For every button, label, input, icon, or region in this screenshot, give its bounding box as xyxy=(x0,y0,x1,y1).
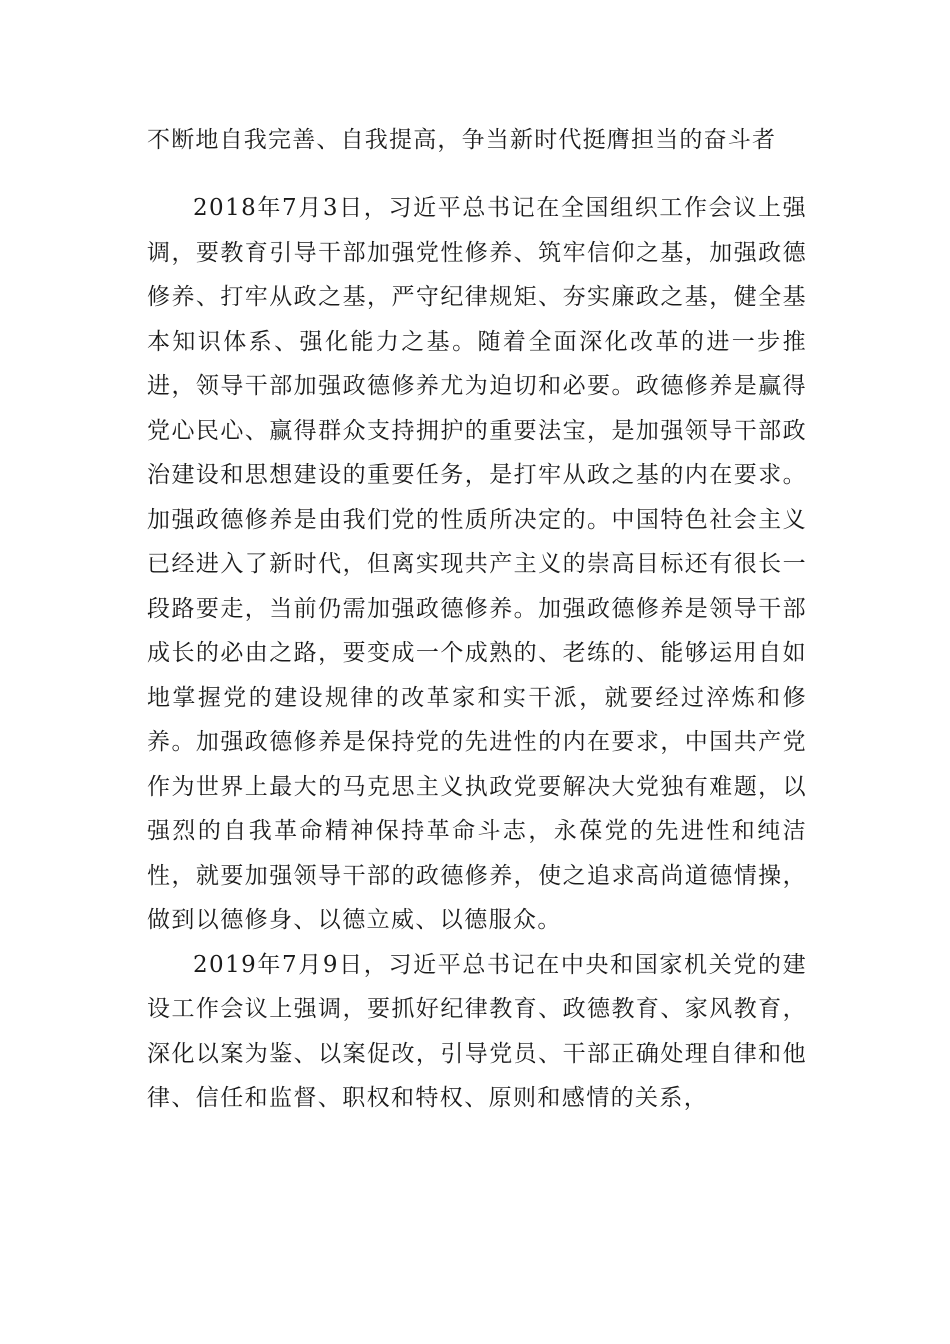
document-page xyxy=(147,118,807,1121)
paragraph-2019-speech: 2019年7月9日，习近平总书记在中央和国家机关党的建设工作会议上强调，要抓好纪律教育、政德教育、家风教育，深化以案为鉴、以案促改，引导党员、干部正确处理自律和他律、信任和监督、职权和特权、原则和感情的关系， xyxy=(147,951,807,1111)
section-heading: 不断地自我完善、自我提高，争当新时代挺膺担当的奋斗者 xyxy=(147,127,777,153)
paragraph-2018-speech: 2018年7月3日，习近平总书记在全国组织工作会议上强调，要教育引导干部加强党性修养、筑牢信仰之基，加强政德修养、打牢从政之基，严守纪律规矩、夯实廉政之基，健全基本知识体系、强化能力之基。随着全面深化改革的进一步推进，领导干部加强政德修养尤为迫切和必要。政德修养是赢得党心民心、赢得群众支持拥护的重要法宝，是加强领导干部政治建设和思想建设的重要任务，是打牢从政之基的内在要求。加强政德修养是由我们党的性质所决定的。中国特色社会主义已经进入了新时代，但离实现共产主义的崇高目标还有很长一段路要走，当前仍需加强政德修养。加强政德修养是领导干部成长的必由之路，要变成一个成熟的、老练的、能够运用自如地掌握党的建设规律的改革家和实干派，就要经过淬炼和修养。加强政德修养是保持党的先进性的内在要求，中国共产党作为世界上最大的马克思主义执政党要解决大党独有难题，以强烈的自我革命精神保持革命斗志，永葆党的先进性和纯洁性，就要加强领导干部的政德修养，使之追求高尚道德情操，做到以德修身、以德立威、以德服众。 xyxy=(147,195,807,933)
